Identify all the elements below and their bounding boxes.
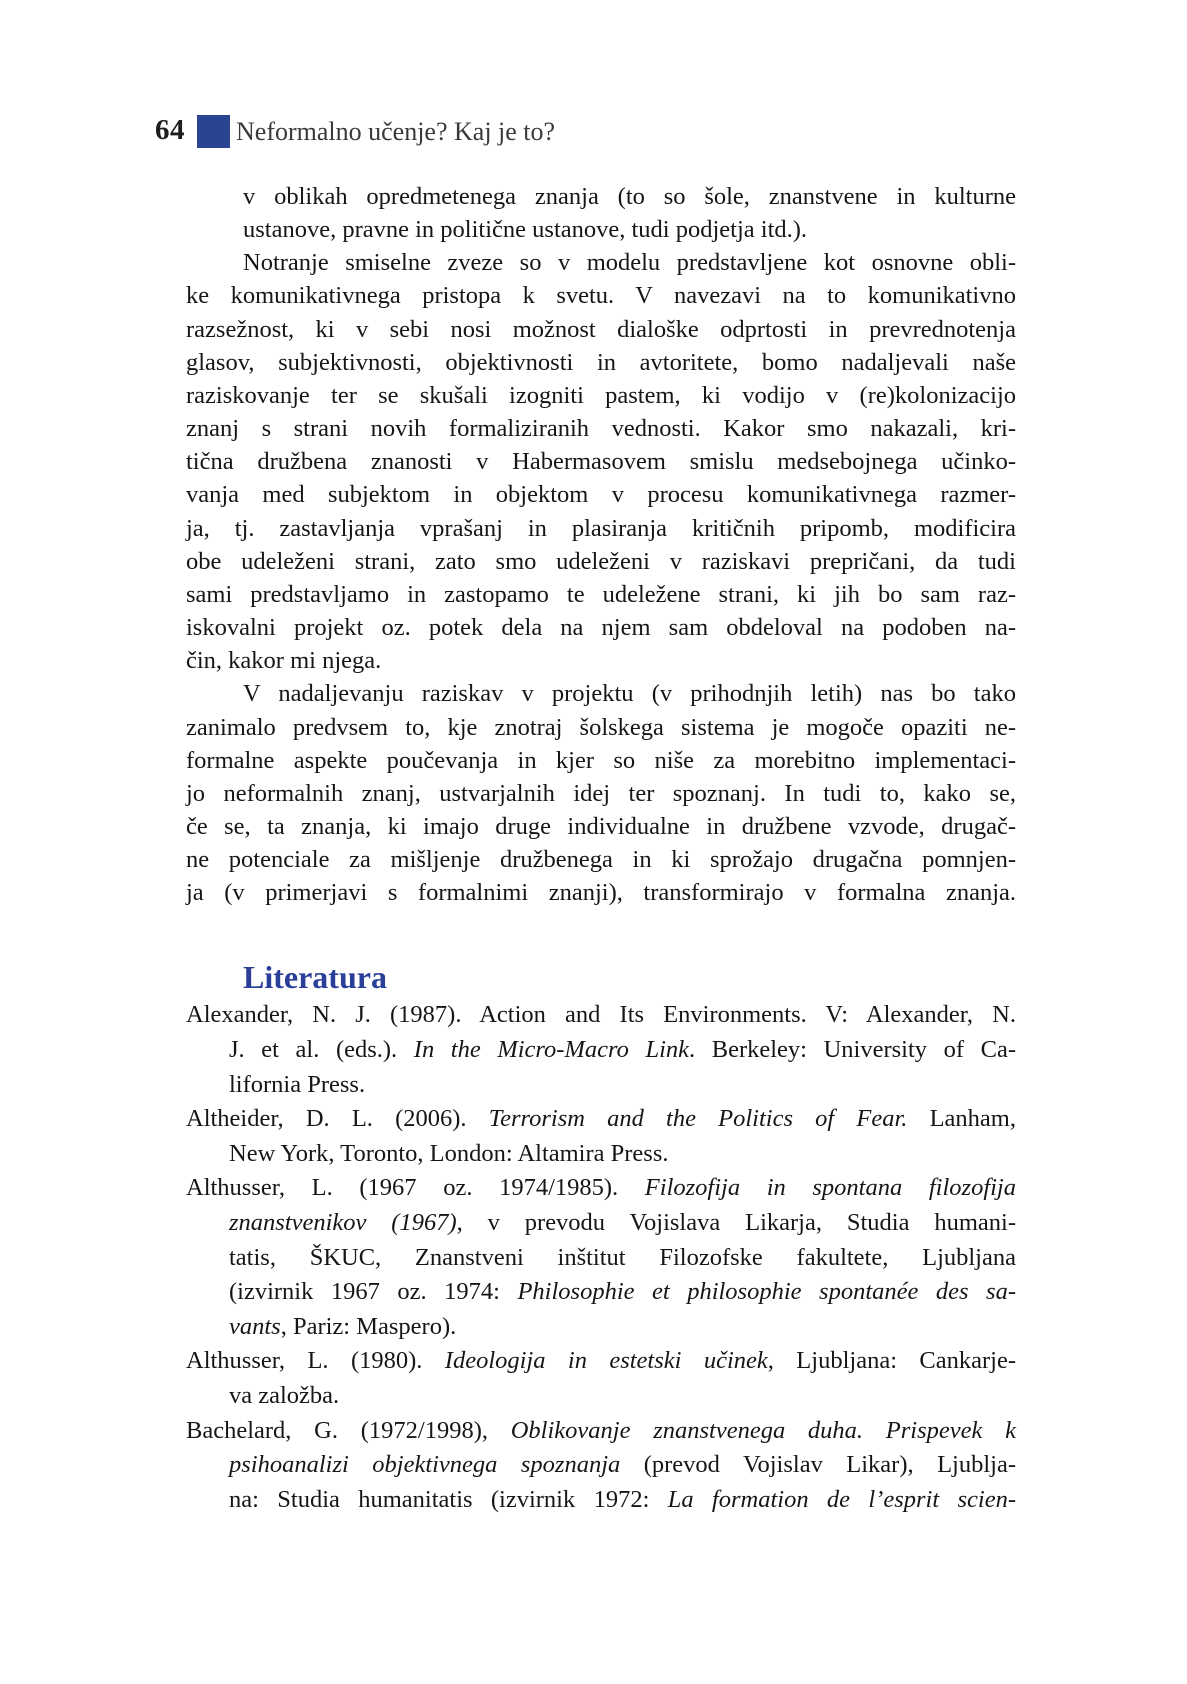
bibliography-list (186, 998, 1016, 1517)
body-paragraphs (186, 180, 1016, 909)
text-line (186, 1379, 1016, 1414)
text-line (186, 1414, 1016, 1449)
text-segment: ne potenciale za mišljenje družbenega in ki sprožajo drugačna pomnjen- (186, 846, 1016, 874)
italic-segment: La formation de l’esprit scien- (667, 1485, 1016, 1513)
text-segment: znanj s strani novih formaliziranih vednosti. Kakor smo nakazali, kri- (186, 415, 1016, 443)
text-line (186, 1206, 1016, 1241)
text-line (186, 876, 1016, 909)
paragraph (186, 180, 1016, 246)
text-line (186, 512, 1016, 545)
text-segment: Bachelard, G. (1972/1998), (186, 1416, 511, 1444)
text-line (186, 246, 1016, 279)
text-line (186, 1448, 1016, 1483)
text-segment: ustanove, pravne in politične ustanove, tudi podjetja itd.). (243, 216, 808, 244)
text-segment: iskovalni projekt oz. potek dela na njem sam obdeloval na podoben na- (186, 614, 1016, 642)
text-line (186, 611, 1016, 644)
text-segment: glasov, subjektivnosti, objektivnosti in avtoritete, bomo nadaljevali naše (186, 348, 1016, 376)
text-segment: vanja med subjektom in objektom v procesu komunikativnega razmer- (186, 481, 1016, 509)
italic-segment: psihoanalizi objektivnega spoznanja (229, 1451, 621, 1479)
text-line (186, 346, 1016, 379)
text-segment: New York, Toronto, London: Altamira Press. (229, 1139, 669, 1167)
text-segment: formalne aspekte poučevanja in kjer so niše za morebitno implementaci- (186, 746, 1016, 774)
page-number: 64 (155, 114, 185, 146)
text-segment: V nadaljevanju raziskav v projektu (v prihodnjih letih) nas bo tako (243, 680, 1016, 708)
italic-segment: Terrorism and the Politics of Fear. (488, 1105, 908, 1133)
text-line (186, 677, 1016, 710)
text-line (186, 843, 1016, 876)
text-line (186, 777, 1016, 810)
text-segment: . Berkeley: University of Ca- (689, 1036, 1016, 1064)
text-segment: raziskovanje ter se skušali izogniti pastem, ki vodijo v (re)kolonizacijo (186, 381, 1016, 409)
text-line (186, 279, 1016, 312)
text-line (186, 1137, 1016, 1172)
text-line (186, 1344, 1016, 1379)
text-segment: Notranje smiselne zveze so v modelu predstavljene kot osnovne obli- (243, 249, 1016, 277)
text-line (186, 1275, 1016, 1310)
text-segment: , v prevodu Vojislava Likarja, Studia humani- (456, 1209, 1017, 1236)
text-segment: v oblikah opredmetenega znanja (to so šole, znanstvene in kulturne (243, 183, 1016, 210)
italic-segment: Oblikovanje znanstvenega duha. Prispevek k (510, 1416, 1016, 1444)
text-segment: , Pariz: Maspero). (280, 1312, 457, 1340)
text-segment: Althusser, L. (1967 oz. 1974/1985). (186, 1174, 645, 1202)
text-line (186, 478, 1016, 511)
bibliography-entry (186, 1344, 1016, 1413)
text-segment: če se, ta znanja, ki imajo druge individualne in družbene vzvode, drugač- (186, 812, 1016, 840)
text-segment: Alexander, N. J. (1987). Action and Its Environments. V: Alexander, N. (186, 1001, 1016, 1029)
text-line (186, 412, 1016, 445)
text-segment: Lanham, (907, 1105, 1016, 1133)
italic-segment: Ideologija in estetski učinek (444, 1347, 768, 1375)
italic-segment: In the Micro-Macro Link (413, 1036, 690, 1064)
text-line (186, 213, 1016, 246)
page-body (186, 180, 1016, 1517)
text-segment: ja, tj. zastavljanja vprašanj in plasiranja kritičnih pripomb, modificira (186, 514, 1016, 542)
text-segment: obe udeleženi strani, zato smo udeleženi v raziskavi prepričani, da tudi (186, 547, 1016, 575)
text-segment: J. et al. (eds.). (229, 1036, 414, 1064)
text-segment: Althusser, L. (1980). (186, 1347, 445, 1375)
text-line (186, 313, 1016, 346)
text-line (186, 644, 1016, 677)
text-segment: ke komunikativnega pristopa k svetu. V navezavi na to komunikativno (186, 282, 1016, 310)
text-segment: jo neformalnih znanj, ustvarjalnih idej ter spoznanj. In tudi to, kako se, (186, 779, 1016, 807)
text-line (186, 711, 1016, 744)
text-segment: na: Studia humanitatis (izvirnik 1972: (229, 1485, 668, 1513)
text-line (186, 1102, 1016, 1137)
text-line (186, 180, 1016, 213)
text-line (186, 744, 1016, 777)
text-line (186, 1171, 1016, 1206)
text-line (186, 1241, 1016, 1276)
text-segment: tična družbena znanosti v Habermasovem smislu medsebojnega učinko- (186, 448, 1016, 476)
text-line (186, 445, 1016, 478)
chapter-marker-square-icon (197, 115, 230, 148)
paragraph (186, 246, 1016, 677)
bibliography-entry (186, 998, 1016, 1102)
text-line (186, 379, 1016, 412)
text-segment: razsežnost, ki v sebi nosi možnost dialoške odprtosti in prevrednotenja (186, 315, 1016, 343)
text-segment: Altheider, D. L. (2006). (186, 1105, 489, 1133)
text-segment: va založba. (229, 1381, 340, 1409)
bibliography-entry (186, 1414, 1016, 1518)
italic-segment: vants (229, 1312, 281, 1340)
italic-segment: Filozofija in spontana filozofija (644, 1174, 1016, 1202)
text-line (186, 810, 1016, 843)
text-line (186, 998, 1016, 1033)
running-title: Neformalno učenje? Kaj je to? (236, 117, 556, 146)
text-line (186, 1068, 1016, 1103)
text-segment: sami predstavljamo in zastopamo te udeležene strani, ki jih bo sam raz- (186, 580, 1016, 608)
bibliography-entry (186, 1171, 1016, 1344)
italic-segment: znanstvenikov (1967) (229, 1209, 457, 1236)
text-segment: (izvirnik 1967 oz. 1974: (229, 1278, 518, 1306)
bibliography-entry (186, 1102, 1016, 1171)
text-segment: zanimalo predvsem to, kje znotraj šolskega sistema je mogoče opaziti ne- (186, 713, 1016, 741)
text-line (186, 1310, 1016, 1345)
text-segment: čin, kakor mi njega. (186, 647, 382, 675)
text-line (186, 578, 1016, 611)
text-segment: (prevod Vojislav Likar), Ljublja- (620, 1451, 1017, 1479)
text-line (186, 545, 1016, 578)
text-line (186, 1483, 1016, 1518)
text-segment: ja (v primerjavi s formalnimi znanji), transformirajo v formalna znanja. (186, 879, 1016, 907)
text-line (186, 1033, 1016, 1068)
italic-segment: Philosophie et philosophie spontanée des sa- (517, 1278, 1016, 1306)
section-heading-literatura: Literatura (243, 959, 387, 996)
paragraph (186, 677, 1016, 909)
text-segment: tatis, ŠKUC, Znanstveni inštitut Filozofske fakultete, Ljubljana (229, 1243, 1016, 1271)
text-segment: lifornia Press. (229, 1070, 366, 1098)
text-segment: , Ljubljana: Cankarje- (767, 1347, 1016, 1375)
